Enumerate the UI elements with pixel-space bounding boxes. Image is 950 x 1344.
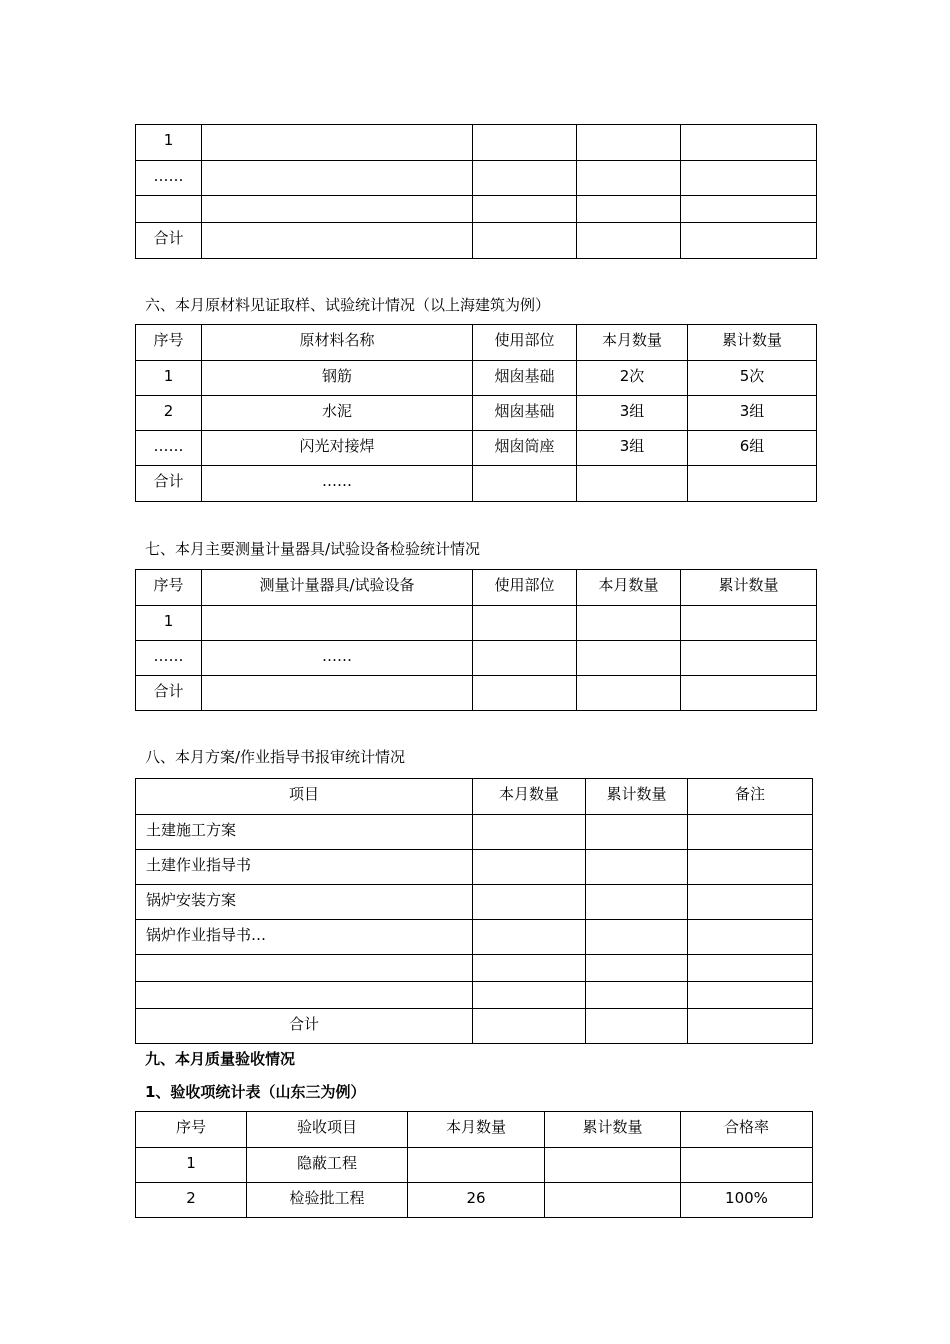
table-7 (135, 569, 817, 711)
section-6-heading: 六、本月原材料见证取样、试验统计情况（以上海建筑为例） (145, 296, 551, 314)
table-row: …… 闪光对接焊 烟囱筒座 3组 6组 (136, 431, 817, 466)
table-5 (135, 124, 817, 259)
section-9-subheading: 1、验收项统计表（山东三为例） (145, 1083, 366, 1101)
table-row: 土建施工方案 (136, 815, 813, 850)
table-row: 2 检验批工程 26 100% (136, 1183, 813, 1218)
table-row: …… (136, 161, 817, 196)
table-row (136, 196, 817, 223)
table-row: 合计 (136, 676, 817, 711)
section-8-heading: 八、本月方案/作业指导书报审统计情况 (145, 748, 406, 766)
table-header-row: 序号 测量计量器具/试验设备 使用部位 本月数量 累计数量 (136, 570, 817, 606)
table-row: 1 钢筋 烟囱基础 2次 5次 (136, 361, 817, 396)
table-row: 锅炉作业指导书… (136, 920, 813, 955)
table-header-row: 序号 验收项目 本月数量 累计数量 合格率 (136, 1112, 813, 1148)
table-row: 1 (136, 125, 817, 161)
table-header-row: 项目 本月数量 累计数量 备注 (136, 779, 813, 815)
table-row (136, 982, 813, 1009)
table-8 (135, 778, 813, 1044)
table-row: …… …… (136, 641, 817, 676)
section-9-heading: 九、本月质量验收情况 (145, 1050, 296, 1068)
table-row (136, 955, 813, 982)
section-7-heading: 七、本月主要测量计量器具/试验设备检验统计情况 (145, 540, 481, 558)
table-row: 1 隐蔽工程 (136, 1148, 813, 1183)
table-row: 1 (136, 606, 817, 641)
table-header-row: 序号 原材料名称 使用部位 本月数量 累计数量 (136, 325, 817, 361)
table-row: 合计 (136, 223, 817, 259)
table-6 (135, 324, 817, 502)
table-9 (135, 1111, 813, 1218)
table-total-row: 合计 (136, 1009, 813, 1044)
table-row: 锅炉安装方案 (136, 885, 813, 920)
table-row: 合计 …… (136, 466, 817, 502)
table-row: 2 水泥 烟囱基础 3组 3组 (136, 396, 817, 431)
table-row: 土建作业指导书 (136, 850, 813, 885)
